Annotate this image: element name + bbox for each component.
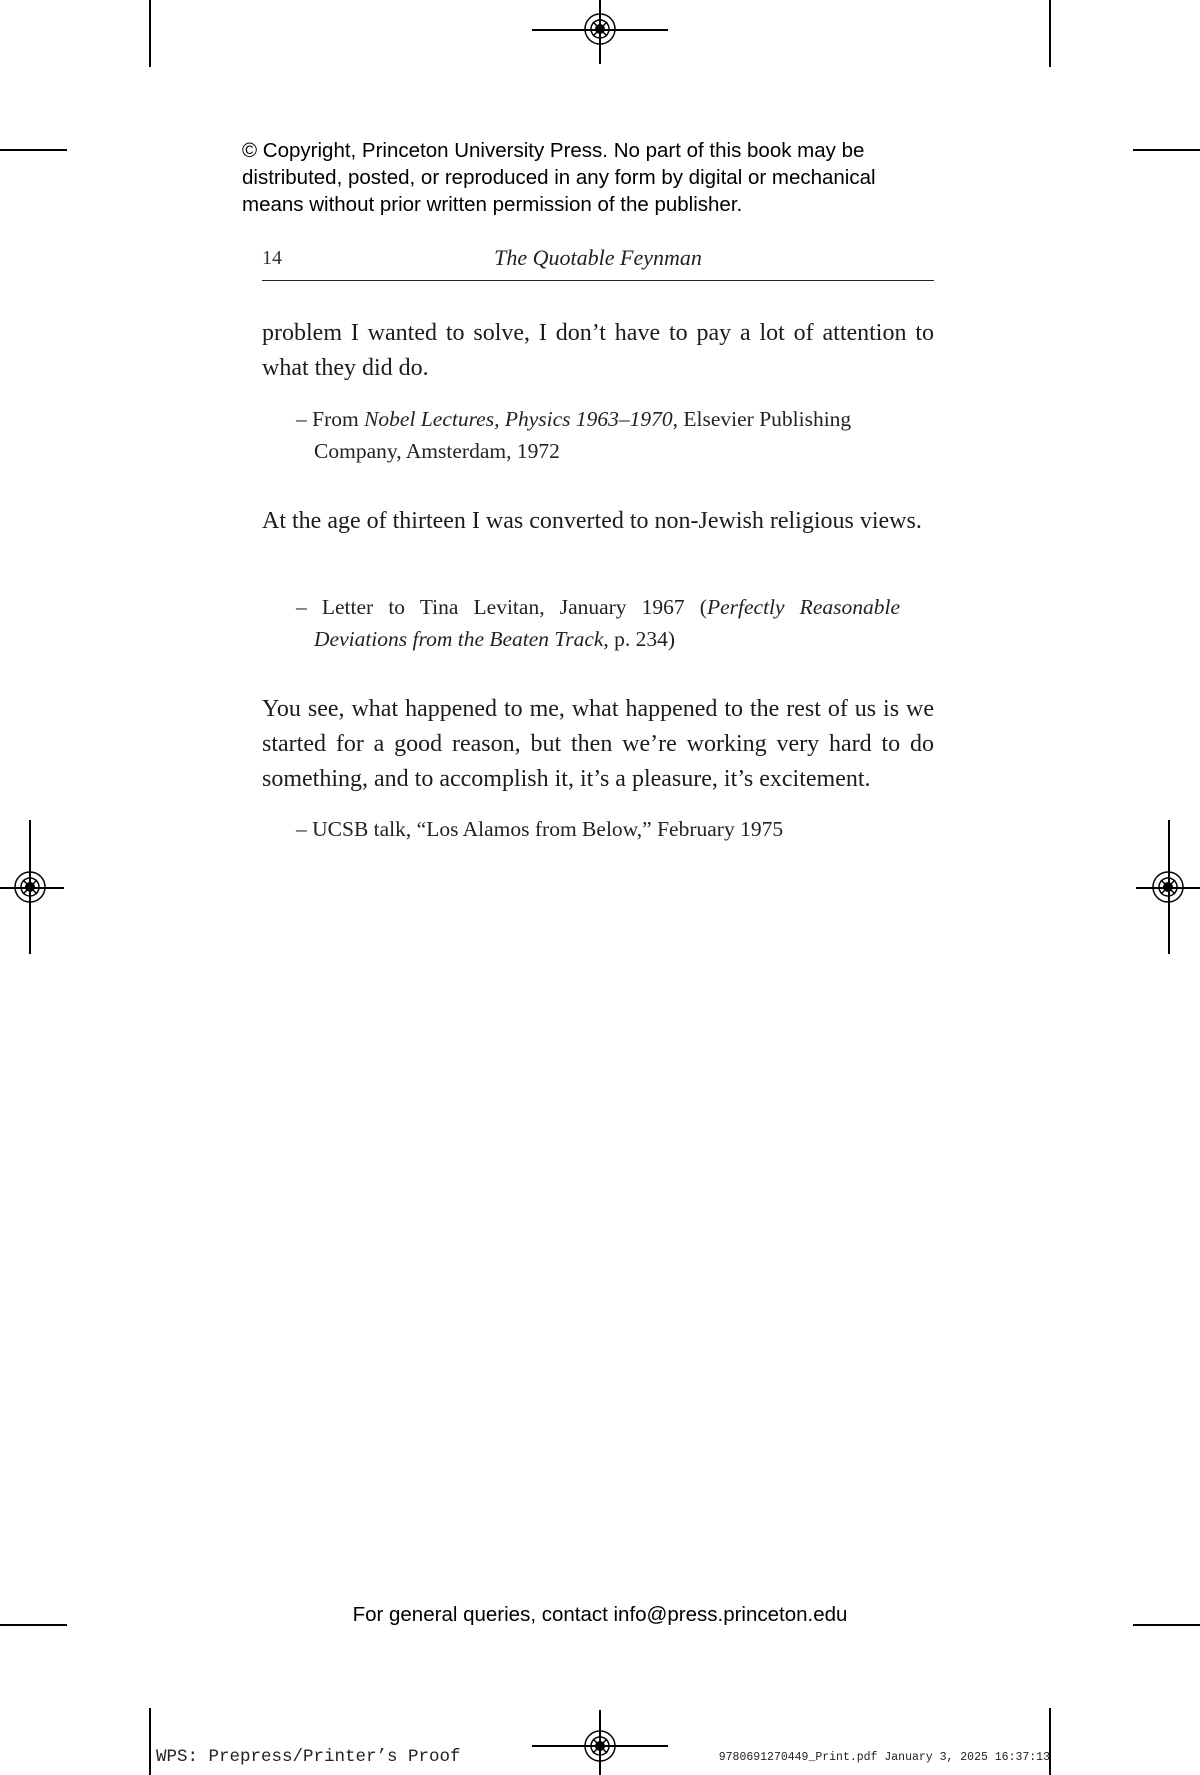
registration-line-right-v (1168, 820, 1170, 954)
quote-source (296, 403, 900, 467)
source-line (296, 623, 900, 655)
book-title: The Quotable Feynman (494, 245, 702, 270)
crop-mark-bottom-right (1049, 1708, 1051, 1775)
crop-mark-right-upper (1133, 149, 1200, 151)
crop-mark-top-left (149, 0, 151, 67)
source-line: Company, Amsterdam, 1972 (314, 439, 560, 463)
quote-text: At the age of thirteen I was converted to non-Jewish religious views. (262, 508, 922, 534)
registration-line-bottom-v (599, 1710, 601, 1775)
registration-line-left-h (0, 887, 64, 889)
copyright-notice (242, 137, 942, 218)
registration-line-left-v (29, 820, 31, 954)
source-line: – UCSB talk, “Los Alamos from Below,” February 1975 (296, 817, 784, 841)
copyright-line-3: means without prior written permission of the publisher. (242, 193, 743, 216)
quote-source (296, 591, 900, 655)
source-title: Deviations from the Beaten Track (314, 627, 604, 651)
registration-line-top-v (599, 0, 601, 64)
source-line (296, 591, 900, 623)
source-title: Perfectly Reasonable (706, 595, 900, 619)
source-line (296, 403, 900, 435)
quote-source (296, 813, 900, 845)
copyright-line-2: distributed, posted, or reproduced in any form by digital or mechanical (242, 166, 876, 189)
quote-text: You see, what happened to me, what happened to the rest of us is we started for a good reason, but then we’re working very hard to do something, and to accomplish it, it’s a pleasure, it’s excitement. (262, 696, 934, 792)
contact-line: For general queries, contact info@press.princeton.edu (352, 1603, 848, 1626)
crop-mark-bottom-left (149, 1708, 151, 1775)
quote-text: problem I wanted to solve, I don’t have to pay a lot of attention to what they did do. (262, 320, 934, 381)
crop-mark-left-upper (0, 149, 67, 151)
copyright-line-1: © Copyright, Princeton University Press. No part of this book may be (242, 139, 865, 162)
source-prefix: – From (296, 407, 365, 431)
source-detail: , p. 234) (603, 627, 676, 651)
file-info: 9780691270449_Print.pdf January 3, 2025 16:37:13 (718, 1751, 1050, 1764)
crop-mark-top-right (1049, 0, 1051, 67)
source-prefix: – Letter to Tina Levitan, January 1967 ( (296, 595, 707, 619)
page-number: 14 (262, 247, 282, 269)
running-head (262, 244, 934, 281)
source-title: Nobel Lectures, Physics 1963–1970 (364, 407, 673, 431)
source-detail: , Elsevier Publishing (672, 407, 852, 431)
proof-label: WPS: Prepress/Printer’s Proof (156, 1747, 461, 1767)
